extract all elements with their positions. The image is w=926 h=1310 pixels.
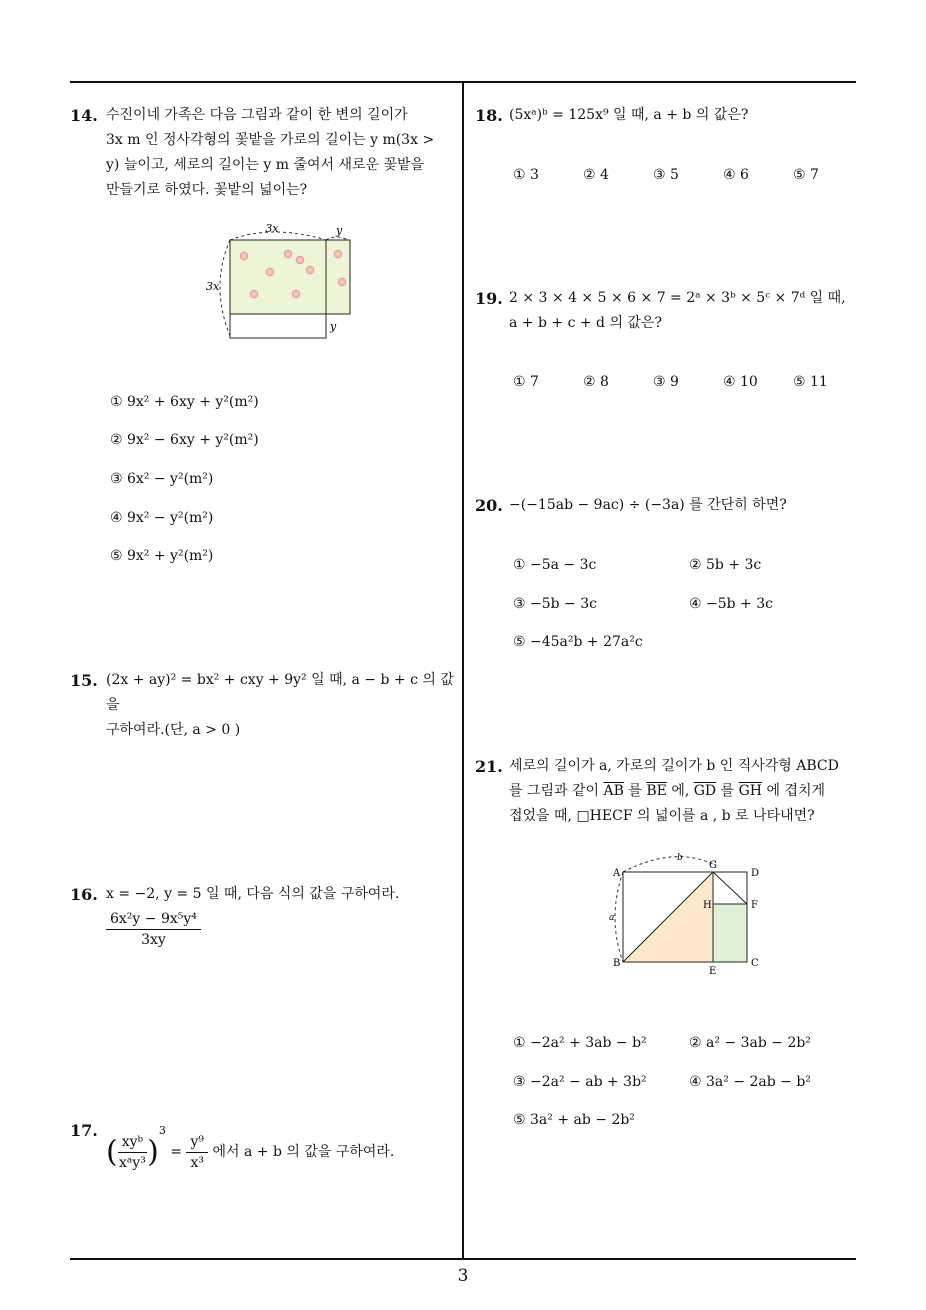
text-fragment: 에, [671,783,690,799]
question-text [106,882,399,950]
question-line: y) 늘이고, 세로의 길이는 y m 줄여서 새로운 꽃밭을 [106,157,425,173]
flower-garden-figure [202,220,362,344]
point-f: F [751,900,758,911]
option-1[interactable]: ① −5a − 3c [513,557,597,573]
question-line: x = −2, y = 5 일 때, 다음 식의 값을 구하여라. [106,886,400,902]
option-1[interactable]: ① 7 [513,374,539,390]
question-line: 3x m 인 정사각형의 꽃밭을 가로의 길이는 y m(3x > [106,132,435,148]
option-2[interactable]: ② 8 [583,374,609,390]
option-3[interactable]: ③ −5b − 3c [513,596,597,612]
question-number: 18. [475,106,503,125]
question-number: 14. [70,106,98,125]
option-4[interactable]: ④ 6 [723,167,749,183]
segment-gd: $\overline{GD}$ [693,783,717,799]
left-column [70,0,460,1258]
option-2[interactable]: ② 9x² − 6xy + y²(m²) [110,432,259,448]
option-2[interactable]: ② a² − 3ab − 2b² [689,1035,811,1051]
expression-fraction [106,909,201,950]
option-1[interactable]: ① −2a² + 3ab − b² [513,1035,647,1051]
question-text [509,754,839,829]
point-e: E [709,966,717,977]
option-3[interactable]: ③ 6x² − y²(m²) [110,471,214,487]
point-a: A [613,868,621,879]
option-5[interactable]: ⑤ 9x² + y²(m²) [110,548,214,564]
option-1[interactable]: ① 9x² + 6xy + y²(m²) [110,394,259,410]
question-text: (5xᵃ)ᵇ = 125x⁹ 일 때, a + b 의 값은? [509,107,749,123]
side-b-label: b [677,853,683,863]
option-1[interactable]: ① 3 [513,167,539,183]
question-line: 2 × 3 × 4 × 5 × 6 × 7 = 2ᵃ × 3ᵇ × 5ᶜ × 7ᵈ 일 때, [509,290,846,306]
question-line: 만들기로 하였다. 꽃밭의 넓이는? [106,182,308,198]
question-text [106,103,434,203]
rhs-numerator: y⁹ [186,1132,208,1153]
question-line: 구하여라.(단, a > 0 ) [106,722,241,738]
option-4[interactable]: ④ 3a² − 2ab − b² [689,1074,811,1090]
text-fragment: 에 겹치게 [766,783,826,799]
question-line: 접었을 때, □HECF 의 넓이를 a , b 로 나타내면? [509,808,815,824]
option-3[interactable]: ③ 9 [653,374,679,390]
question-number: 16. [70,885,98,904]
question-line: 세로의 길이가 a, 가로의 길이가 b 인 직사각형 ABCD [509,758,839,774]
column-divider [462,81,464,1259]
option-4[interactable]: ④ 9x² − y²(m²) [110,510,214,526]
rhs-fraction [186,1132,208,1173]
fraction-numerator: 6x²y − 9x⁵y⁴ [106,909,201,930]
fraction-denominator: 3xy [141,932,166,948]
label-bottom-right: y [330,320,337,333]
segment-be: $\overline{BE}$ [646,783,667,799]
question-number: 15. [70,671,98,690]
segment-ab: $\overline{AB}$ [603,783,624,799]
equals-sign: = [170,1144,183,1160]
question-text: ( $\frac{\text{xyᵇ}}{\text{xᵃy³}}$ )$^3$ = $\frac{\text{y⁹}}{\text{x³}}$ 에서 a + b 의 값을 구하여라. [106,1124,395,1171]
lhs-denominator: xᵃy³ [119,1154,146,1171]
lhs-numerator: xyᵇ [118,1132,147,1153]
question-number: 20. [475,496,503,515]
option-2[interactable]: ② 5b + 3c [689,557,762,573]
question-number: 17. [70,1121,98,1140]
segment-gh: $\overline{GH}$ [738,783,763,799]
point-h: H [703,900,712,911]
text-fragment: 를 [720,783,735,799]
lhs-exponent: 3 [158,1124,166,1137]
page-number: 3 [457,1266,469,1286]
option-4[interactable]: ④ 10 [723,374,758,390]
point-b: B [613,958,621,969]
option-4[interactable]: ④ −5b + 3c [689,596,773,612]
text-fragment: 를 그림과 같이 [509,783,600,799]
option-5[interactable]: ⑤ −45a²b + 27a²c [513,634,643,650]
option-5[interactable]: ⑤ 11 [793,374,828,390]
option-5[interactable]: ⑤ 3a² + ab − 2b² [513,1112,635,1128]
option-3[interactable]: ③ −2a² − ab + 3b² [513,1074,647,1090]
question-number: 19. [475,289,503,308]
side-a-label: a [609,913,615,923]
point-g: G [709,860,717,871]
question-number: 21. [475,757,503,776]
folded-rectangle-figure [603,848,773,980]
point-c: C [751,958,759,969]
bottom-rule [70,1258,856,1260]
label-top-right: y [336,224,343,237]
label-top: 3x [265,222,279,235]
question-line: (2x + ay)² = bx² + cxy + 9y² 일 때, a − b + c 의 값을 [106,672,454,713]
point-d: D [751,868,760,879]
question-tail: 에서 a + b 의 값을 구하여라. [212,1144,395,1160]
option-3[interactable]: ③ 5 [653,167,679,183]
text-fragment: 를 [628,783,642,799]
right-column [475,0,860,1258]
rhs-denominator: x³ [190,1154,204,1171]
option-2[interactable]: ② 4 [583,167,609,183]
label-left: 3x [206,280,220,293]
option-5[interactable]: ⑤ 7 [793,167,819,183]
question-text: −(−15ab − 9ac) ÷ (−3a) 를 간단히 하면? [509,497,787,513]
question-text [509,286,846,336]
question-line: 수진이네 가족은 다음 그림과 같이 한 변의 길이가 [106,107,408,123]
question-line: a + b + c + d 의 값은? [509,315,662,331]
question-line [509,779,839,804]
lhs-fraction [118,1132,147,1173]
question-text [106,668,460,743]
